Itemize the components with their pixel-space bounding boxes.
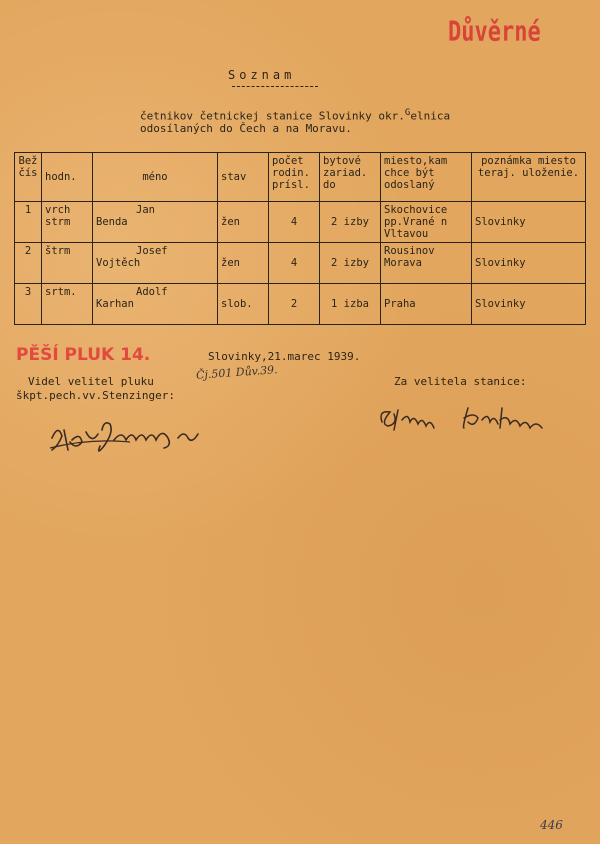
subtitle-line-1: četnikov četnickej stanice Slovinky okr.$^G$elnica [140,108,451,123]
cell-stav: žen [218,202,269,243]
header-name: méno [93,153,218,202]
header-rooms: bytové zariad. do [320,153,381,202]
cell-place: Praha [381,284,472,325]
cell-stav: žen [218,243,269,284]
station-commander-signature [372,400,572,440]
header-stav: stav [218,153,269,202]
cell-name: Adolf Karhan [93,284,218,325]
cell-rank: štrm [42,243,93,284]
cell-num: 2 [15,243,42,284]
reference-note: Čj.501 Dův.39. [195,363,278,382]
cell-num: 1 [15,202,42,243]
table-row [15,202,586,243]
table-row [15,284,586,325]
title-underline [232,86,318,87]
cell-name: Josef Vojtěch [93,243,218,284]
header-note: poznámka miesto teraj. uloženie. [472,153,586,202]
header-num: Bež čís [15,153,42,202]
cell-count: 2 [269,284,320,325]
document-title: Soznam [228,68,296,82]
cell-rooms: 2 izby [320,202,381,243]
left-signature-title: Videl velitel pluku [28,375,154,388]
right-signature-title: Za velitela stanice: [394,375,527,388]
cell-place: Skochovice pp.Vrané n Vltavou [381,202,472,243]
cell-count: 4 [269,243,320,284]
cell-name: Jan Benda [93,202,218,243]
personnel-table [14,152,586,325]
cell-rooms: 2 izby [320,243,381,284]
header-count: počet rodin. prísl. [269,153,320,202]
cell-num: 3 [15,284,42,325]
left-signature-name: škpt.pech.vv.Stenzinger: [16,389,175,402]
cell-place: Rousinov Morava [381,243,472,284]
place-date: Slovinky,21.marec 1939. [208,350,361,363]
cell-count: 4 [269,202,320,243]
cell-note: Slovinky [472,202,586,243]
table-header-row [15,153,586,202]
header-rank: hodn. [42,153,93,202]
page-number: 446 [540,818,563,832]
commander-signature [44,412,214,462]
cell-stav: slob. [218,284,269,325]
table-row [15,243,586,284]
cell-note: Slovinky [472,243,586,284]
confidential-stamp: Důvěrné [448,16,541,49]
header-place: miesto,kam chce být odoslaný [381,153,472,202]
subtitle-line-2: odosílaných do Čech a na Moravu. [140,122,352,135]
cell-rank: vrch strm [42,202,93,243]
cell-rank: srtm. [42,284,93,325]
cell-note: Slovinky [472,284,586,325]
cell-rooms: 1 izba [320,284,381,325]
regiment-stamp: PĚŠÍ PLUK 14. [16,345,151,365]
